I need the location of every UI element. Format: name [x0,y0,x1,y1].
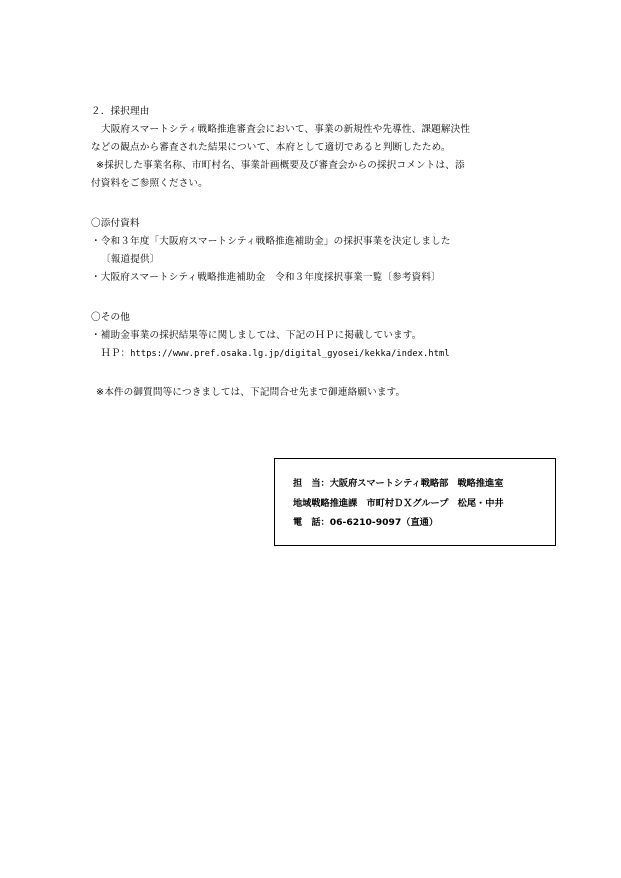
contact-box [274,458,556,546]
contact-phone-line: 電 話：06-6210-9097（直通） [293,517,439,528]
reason-paragraph-line-1: 大阪府スマートシティ戦略推進審査会において、事業の新規性や先導性、課題解決性 [101,124,471,135]
attachment-item-2: ・大阪府スマートシティ戦略推進補助金 令和３年度採択事業一覧〔参考資料〕 [91,272,441,283]
reason-note-line-2: 付資料をご参照ください。 [91,178,208,189]
reason-note-line-1: ※採択した事業名称、市町村名、事業計画概要及び審査会からの採択コメントは、添 [96,160,465,171]
hp-line [101,348,450,360]
contact-group-line: 地域戦略推進課 市町村ＤＸグループ 松尾・中井 [293,498,504,509]
other-heading: 〇その他 [91,312,130,323]
hp-label: ＨＰ： [101,348,131,359]
attachments-heading: 〇添付資料 [91,218,140,229]
inquiry-note: ※本件の御質問等につきましては、下記問合せ先まで御連絡願います。 [96,387,406,398]
section-heading-selection-reason: ２．採択理由 [91,106,150,117]
attachment-item-1-line-1: ・令和３年度「大阪府スマートシティ戦略推進補助金」の採択事業を決定しました [91,236,451,247]
hp-url-link[interactable]: https://www.pref.osaka.lg.jp/digital_gyosei/kekka/index.html [130,349,450,359]
reason-paragraph-line-2: などの観点から審査された結果について、本府として適切であると判断したため。 [91,142,451,153]
attachment-item-1-line-2: 〔報道提供〕 [101,254,160,265]
other-item-1: ・補助金事業の採択結果等に関しましては、下記のＨＰに掲載しています。 [91,330,422,341]
contact-person-line: 担 当：大阪府スマートシティ戦略部 戦略推進室 [293,478,504,489]
